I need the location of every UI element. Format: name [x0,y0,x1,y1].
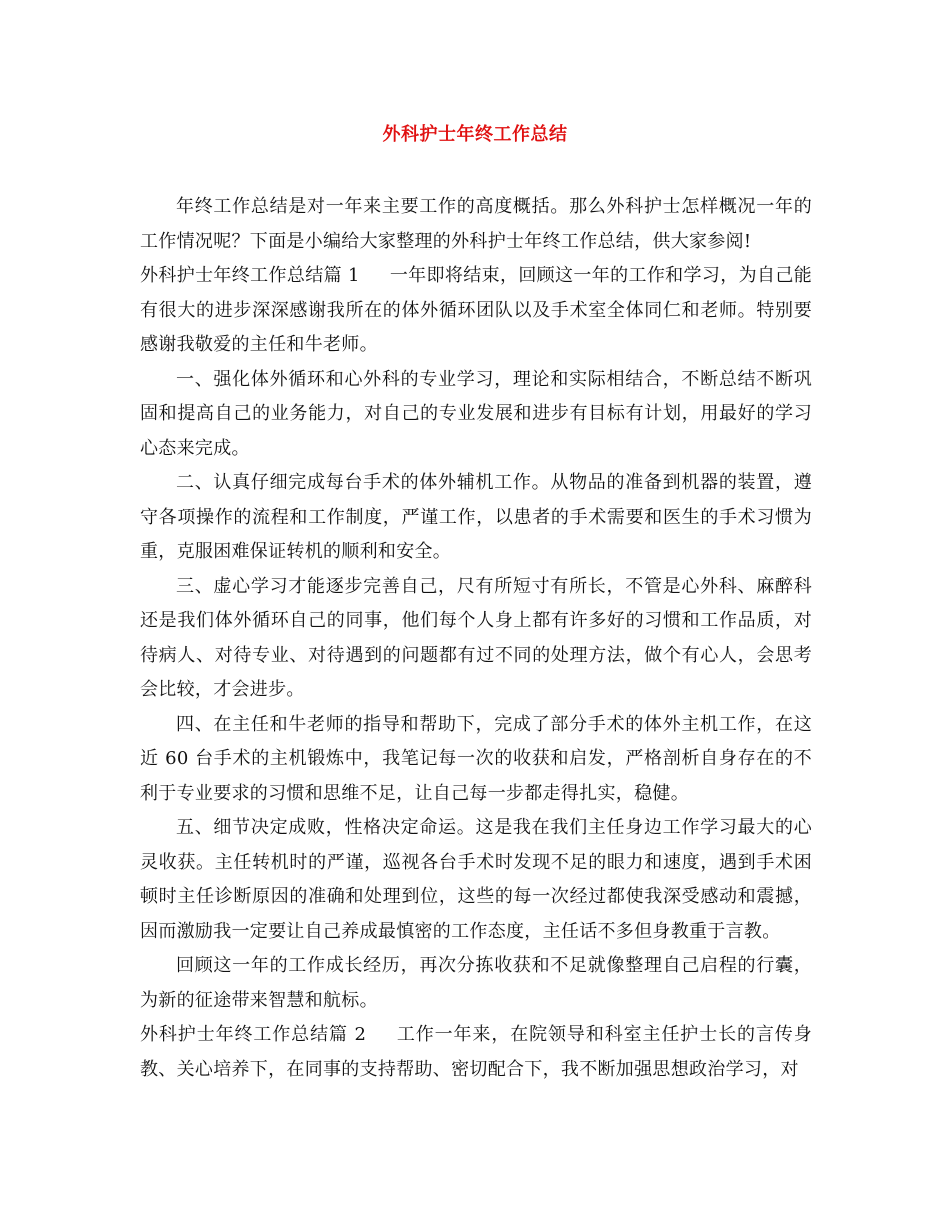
paragraph-4: 四、在主任和牛老师的指导和帮助下，完成了部分手术的体外主机工作，在这近 60 台手术的主机锻炼中，我笔记每一次的收获和启发，严格剖析自身存在的不利于专业要求的习惯和思维不足，让自己每一步都走得扎实，稳健。 [140,713,812,804]
intro-paragraph: 年终工作总结是对一年来主要工作的高度概括。那么外科护士怎样概况一年的工作情况呢？下面是小编给大家整理的外科护士年终工作总结，供大家参阅! [140,196,812,252]
section-2-text: 工作一年来，在院领导和科室主任护士长的言传身教、关心培养下，在同事的支持帮助、密切配合下，我不断加强思想政治学习，对 [140,1024,812,1080]
document-title: 外科护士年终工作总结 [382,124,568,145]
paragraph-6: 回顾这一年的工作成长经历，再次分拣收获和不足就像整理自己启程的行囊，为新的征途带来智慧和航标。 [140,955,812,1011]
paragraph-3: 三、虚心学习才能逐步完善自己，尺有所短寸有所长，不管是心外科、麻醉科还是我们体外循环自己的同事，他们每个人身上都有许多好的习惯和工作品质，对待病人、对待专业、对待遇到的问题都有过不同的处理方法，做个有心人，会思考会比较，才会进步。 [140,575,812,700]
paragraph-1: 一、强化体外循环和心外科的专业学习，理论和实际相结合，不断总结不断巩固和提高自己的业务能力，对自己的专业发展和进步有目标有计划，用最好的学习心态来完成。 [140,368,812,459]
section-2-heading: 外科护士年终工作总结篇 2 [140,1024,367,1045]
section-1-heading: 外科护士年终工作总结篇 1 [140,265,360,286]
paragraph-2: 二、认真仔细完成每台手术的体外辅机工作。从物品的准备到机器的装置，遵守各项操作的流程和工作制度，严谨工作，以患者的手术需要和医生的手术习惯为重，克服困难保证转机的顺利和安全。 [140,472,812,562]
section-2-paragraph [140,1018,812,1087]
document-body [140,190,812,1087]
section-1-paragraph [140,259,812,363]
section-1-text: 一年即将结束，回顾这一年的工作和学习，为自己能有很大的进步深深感谢我所在的体外循环团队以及手术室全体同仁和老师。特别要感谢我敬爱的主任和牛老师。 [140,265,812,355]
paragraph-5: 五、细节决定成败，性格决定命运。这是我在我们主任身边工作学习最大的心灵收获。主任转机时的严谨，巡视各台手术时发现不足的眼力和速度，遇到手术困顿时主任诊断原因的准确和处理到位，这些的每一次经过都使我深受感动和震撼，因而激励我一定要让自己养成最慎密的工作态度，主任话不多但身教重于言教。 [140,817,812,942]
